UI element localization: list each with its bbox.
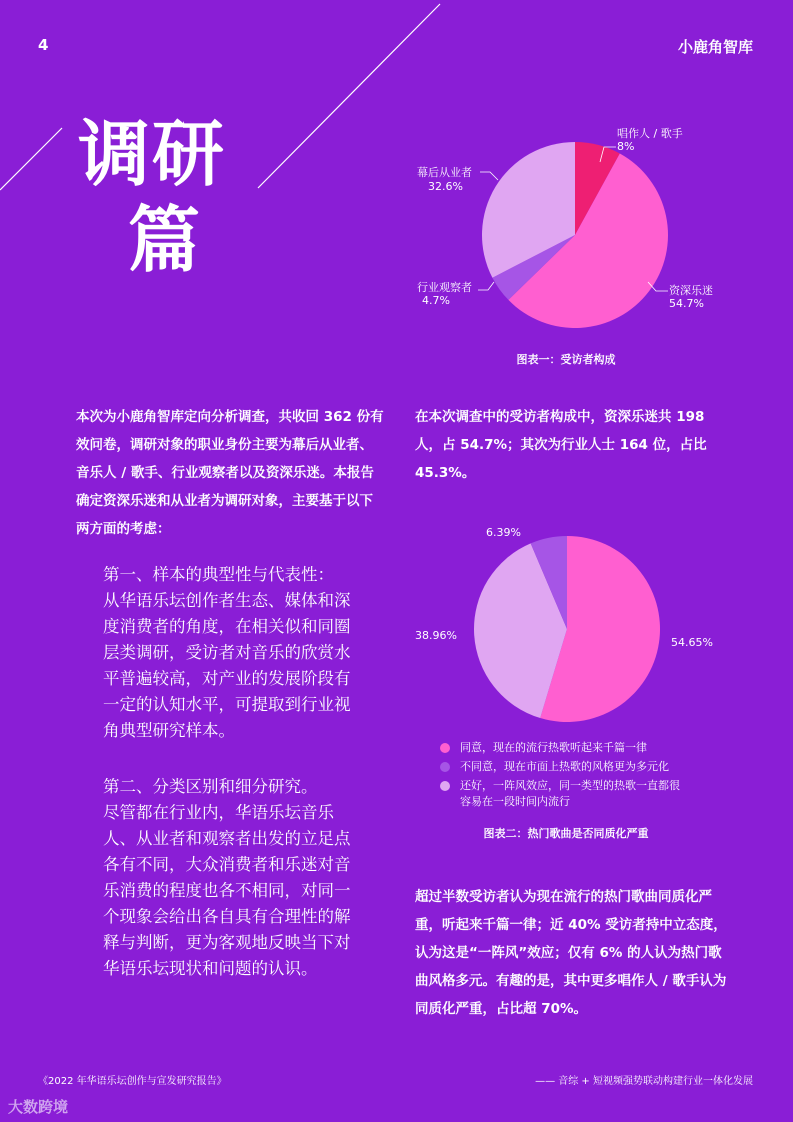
section-title-line2: 篇 bbox=[128, 197, 201, 282]
legend-label: 不同意，现在市面上热歌的风格更为多元化 bbox=[460, 760, 669, 773]
svg-text:8%: 8% bbox=[617, 140, 635, 153]
svg-text:4.7%: 4.7% bbox=[422, 294, 450, 307]
svg-text:幕后从业者: 幕后从业者 bbox=[417, 166, 472, 179]
composition-paragraph: 在本次调查中的受访者构成中，资深乐迷共 198 人，占 54.7%；其次为行业人士 164 位，占比 45.3%。 bbox=[415, 409, 707, 481]
section-title-line1: 调研 bbox=[78, 111, 227, 196]
svg-text:54.65%: 54.65% bbox=[671, 636, 713, 649]
legend-dot bbox=[440, 743, 450, 753]
chart2-label-agree bbox=[671, 636, 713, 649]
svg-text:38.96%: 38.96% bbox=[415, 629, 457, 642]
intro-paragraph: 本次为小鹿角智库定向分析调查，共收回 362 份有效问卷，调研对象的职业身份主要为幕后从业者、音乐人 / 歌手、行业观察者以及资深乐迷。本报告确定资深乐迷和从业者为调研对象，主要基于以下两方面的考虑： bbox=[76, 409, 384, 537]
chart-respondent-composition bbox=[380, 110, 760, 340]
chart1-label-observer bbox=[417, 280, 494, 307]
legend-dot bbox=[440, 762, 450, 772]
chart2-legend bbox=[440, 740, 740, 813]
watermark: 大数跨境 bbox=[8, 1098, 69, 1116]
svg-text:资深乐迷: 资深乐迷 bbox=[669, 284, 713, 297]
point-one-body: 从华语乐坛创作者生态、媒体和深度消费者的角度，在相关似和同圈层类调研，受访者对音乐的欣赏水平普遍较高，对产业的发展阶段有一定的认知水平，可提取到行业视角典型研究样本。 bbox=[103, 591, 351, 740]
chart2-label-neutral bbox=[415, 629, 457, 642]
point-one bbox=[103, 562, 363, 744]
svg-text:行业观察者: 行业观察者 bbox=[417, 281, 472, 294]
footer-tagline: —— 音综 + 短视频强势联动构建行业一体化发展 bbox=[535, 1076, 753, 1087]
chart1-caption: 图表一：受访者构成 bbox=[516, 353, 616, 366]
svg-text:32.6%: 32.6% bbox=[428, 180, 463, 193]
brand-name: 小鹿角智库 bbox=[677, 38, 753, 56]
point-two-title: 第二、分类区别和细分研究。 bbox=[103, 777, 318, 796]
chart1-label-fans bbox=[648, 282, 713, 310]
chart2-caption: 图表二：热门歌曲是否同质化严重 bbox=[483, 827, 649, 840]
legend-item bbox=[440, 778, 740, 810]
legend-item bbox=[440, 740, 740, 756]
legend-label: 还好，一阵风效应，同一类型的热歌一直都很容易在一段时间内流行 bbox=[460, 779, 680, 808]
page-number: 4 bbox=[38, 36, 49, 54]
point-two bbox=[103, 774, 363, 982]
svg-text:6.39%: 6.39% bbox=[486, 526, 521, 539]
conclusion-paragraph: 超过半数受访者认为现在流行的热门歌曲同质化严重，听起来千篇一律；近 40% 受访者持中立态度，认为这是“一阵风”效应；仅有 6% 的人认为热门歌曲风格多元。有趣的是，其中更多唱作人 / 歌手认为同质化严重，占比超 70%。 bbox=[415, 889, 727, 1017]
chart-homogeneity bbox=[400, 515, 740, 735]
legend-dot bbox=[440, 781, 450, 791]
point-one-title: 第一、样本的典型性与代表性： bbox=[103, 565, 334, 584]
svg-text:54.7%: 54.7% bbox=[669, 297, 704, 310]
chart2-label-disagree bbox=[486, 526, 521, 539]
svg-text:唱作人 / 歌手: 唱作人 / 歌手 bbox=[617, 127, 683, 140]
legend-item bbox=[440, 759, 740, 775]
chart1-label-backstage bbox=[417, 165, 498, 193]
legend-label: 同意，现在的流行热歌听起来千篇一律 bbox=[460, 741, 647, 754]
point-two-body: 尽管都在行业内，华语乐坛音乐人、从业者和观察者出发的立足点各有不同，大众消费者和乐迷对音乐消费的程度也各不相同，对同一个现象会给出各自具有合理性的解释与判断，更为客观地反映当下对华语乐坛现状和问题的认识。 bbox=[103, 803, 351, 978]
footer-report-title: 《2022 年华语乐坛创作与宣发研究报告》 bbox=[38, 1076, 227, 1087]
